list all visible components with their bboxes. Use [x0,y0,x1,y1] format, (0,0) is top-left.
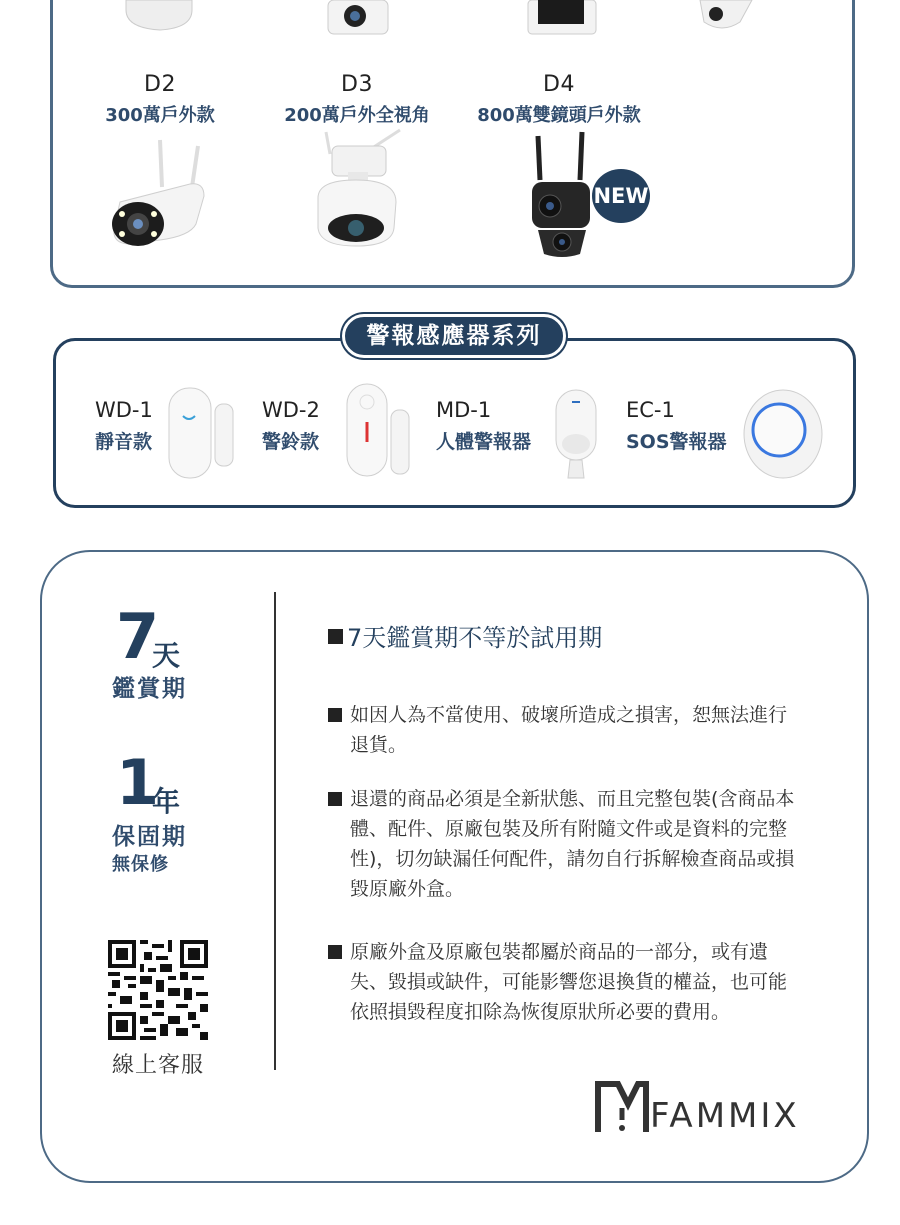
policy-rule-text: 原廠外盒及原廠包裝都屬於商品的一部分，或有遺失、毀損或缺件，可能影響您退換貨的權益，也可能依照損毀程度扣除為恢復原狀所必要的費用。 [350,941,788,1023]
policy-rule-3 [328,937,798,1027]
top-row-cameras [0,0,900,40]
warranty-years-unit: 年 [152,785,181,818]
sensor-image-wd2 [343,382,413,482]
camera-image-top-2 [328,0,388,34]
camera-image-top-4 [700,0,752,28]
policy-rule-2 [328,784,798,904]
sensor-series-title: 警報感應器系列 [342,314,566,358]
heading-square-icon [328,629,343,644]
camera-code: D3 [341,72,373,97]
warranty-years-number: 1 [116,746,160,819]
sensor-code: WD-1 [95,398,153,422]
sensor-wd1 [95,398,153,454]
camera-desc: 300萬戶外款 [105,105,215,126]
bullet-square-icon [328,708,342,722]
sensor-code: MD-1 [436,398,492,422]
warranty-period-label: 保固期 [112,824,187,850]
appreciation-days-unit: 天 [152,639,181,672]
policy-heading-text: 7天鑑賞期不等於試用期 [347,624,603,652]
camera-desc: 800萬雙鏡頭戶外款 [477,105,641,126]
camera-image-top-1 [126,0,192,30]
new-badge: NEW [592,169,650,223]
camera-desc: 200萬戶外全視角 [284,105,430,126]
sensor-name: 人體警報器 [436,431,532,453]
bullet-square-icon [328,792,342,806]
camera-d2 [92,72,228,127]
bullet-square-icon [328,945,342,959]
customer-service-qr-code[interactable] [108,940,208,1040]
warranty-sub-label: 無保修 [112,854,169,875]
sensor-name: SOS警報器 [626,431,727,453]
policy-heading [328,618,602,653]
sensor-md1 [436,398,531,454]
camera-image-top-3 [528,0,596,34]
camera-code: D4 [543,72,575,97]
camera-image-d2 [100,132,220,252]
sensor-name: 靜音款 [95,431,153,453]
policy-rule-text: 如因人為不當使用、破壞所造成之損害，恕無法進行退貨。 [350,704,788,756]
card-divider [274,592,276,1070]
appreciation-days-number: 7 [116,600,160,673]
sensor-image-wd1 [165,386,237,482]
brand-name: FAMMIX [650,1096,800,1136]
sensor-image-md1 [552,388,600,486]
sensor-image-ec1 [741,386,825,482]
appreciation-period-label: 鑑賞期 [112,676,187,702]
camera-code: D2 [144,72,176,97]
camera-d3 [276,72,438,127]
camera-image-d3 [300,128,420,258]
fammix-m-logo-icon [594,1078,650,1136]
camera-d4 [470,72,648,127]
sensor-code: EC-1 [626,398,675,422]
qr-code-label: 線上客服 [112,1053,205,1078]
policy-rule-1 [328,700,798,760]
policy-rule-text: 退還的商品必須是全新狀態、而且完整包裝(含商品本體、配件、原廠包裝及所有附隨文件或是資料的完整性)，切勿缺漏任何配件，請勿自行拆解檢查商品或損毀原廠外盒。 [350,788,795,900]
sensor-ec1 [626,398,727,454]
sensor-wd2 [262,398,320,454]
sensor-code: WD-2 [262,398,320,422]
sensor-name: 警鈴款 [262,431,320,453]
